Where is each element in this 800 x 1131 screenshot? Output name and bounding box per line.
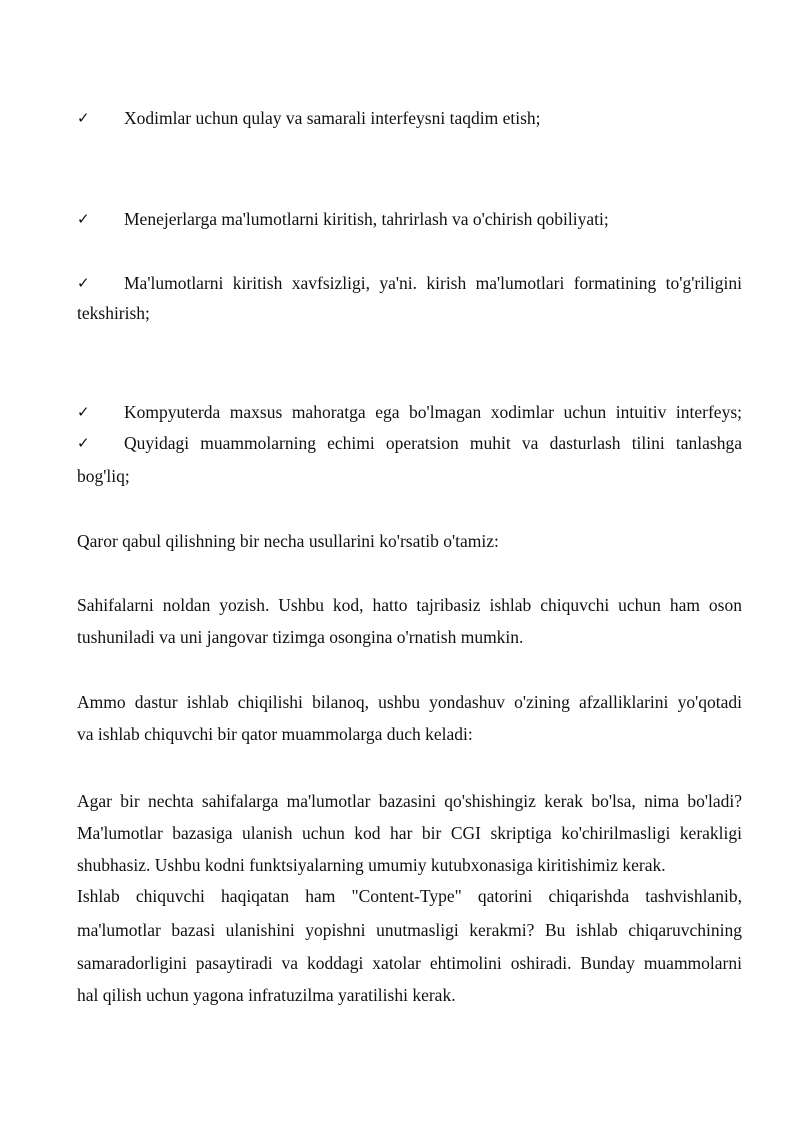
- checkmark-icon: ✓: [77, 434, 90, 452]
- paragraph-line: ma'lumotlar bazasi ulanishini yopishni unutmasligi kerakmi? Bu ishlab chiqaruvchining: [77, 920, 742, 940]
- bullet-text: Ma'lumotlarni kiritish xavfsizligi, ya'ni. kirish ma'lumotlari formatining to'g'riligini: [124, 273, 742, 293]
- paragraph-line: Qaror qabul qilishning bir necha usullarini ko'rsatib o'tamiz:: [77, 531, 499, 551]
- paragraph-line: Sahifalarni noldan yozish. Ushbu kod, hatto tajribasiz ishlab chiquvchi uchun ham oson: [77, 595, 742, 615]
- checkmark-icon: ✓: [77, 109, 90, 127]
- bullet-text: Xodimlar uchun qulay va samarali interfeysni taqdim etish;: [124, 108, 541, 128]
- paragraph-line: Ma'lumotlar bazasiga ulanish uchun kod har bir CGI skriptiga ko'chirilmasligi kerakligi: [77, 823, 742, 843]
- bullet-continuation: tekshirish;: [77, 303, 150, 323]
- paragraph-line: Ammo dastur ishlab chiqilishi bilanoq, ushbu yondashuv o'zining afzalliklarini yo'qotadi: [77, 692, 742, 712]
- bullet-continuation: bog'liq;: [77, 466, 130, 486]
- checkmark-icon: ✓: [77, 210, 90, 228]
- checkmark-icon: ✓: [77, 403, 90, 421]
- paragraph-line: samaradorligini pasaytiradi va koddagi xatolar ehtimolini oshiradi. Bunday muammolarni: [77, 953, 742, 973]
- paragraph-line: Agar bir nechta sahifalarga ma'lumotlar bazasini qo'shishingiz kerak bo'lsa, nima bo'ladi?: [77, 791, 742, 811]
- paragraph-line: va ishlab chiquvchi bir qator muammolarga duch keladi:: [77, 724, 473, 744]
- bullet-text: Kompyuterda maxsus mahoratga ega bo'lmagan xodimlar uchun intuitiv interfeys;: [124, 402, 742, 422]
- bullet-text: Quyidagi muammolarning echimi operatsion muhit va dasturlash tilini tanlashga: [124, 433, 742, 453]
- paragraph-line: Ishlab chiquvchi haqiqatan ham "Content-Type" qatorini chiqarishda tashvishlanib,: [77, 886, 742, 906]
- paragraph-line: shubhasiz. Ushbu kodni funktsiyalarning umumiy kutubxonasiga kiritishimiz kerak.: [77, 855, 666, 875]
- checkmark-icon: ✓: [77, 274, 90, 292]
- paragraph-line: hal qilish uchun yagona infratuzilma yaratilishi kerak.: [77, 985, 456, 1005]
- paragraph-line: tushuniladi va uni jangovar tizimga osongina o'rnatish mumkin.: [77, 627, 524, 647]
- bullet-text: Menejerlarga ma'lumotlarni kiritish, tahrirlash va o'chirish qobiliyati;: [124, 209, 609, 229]
